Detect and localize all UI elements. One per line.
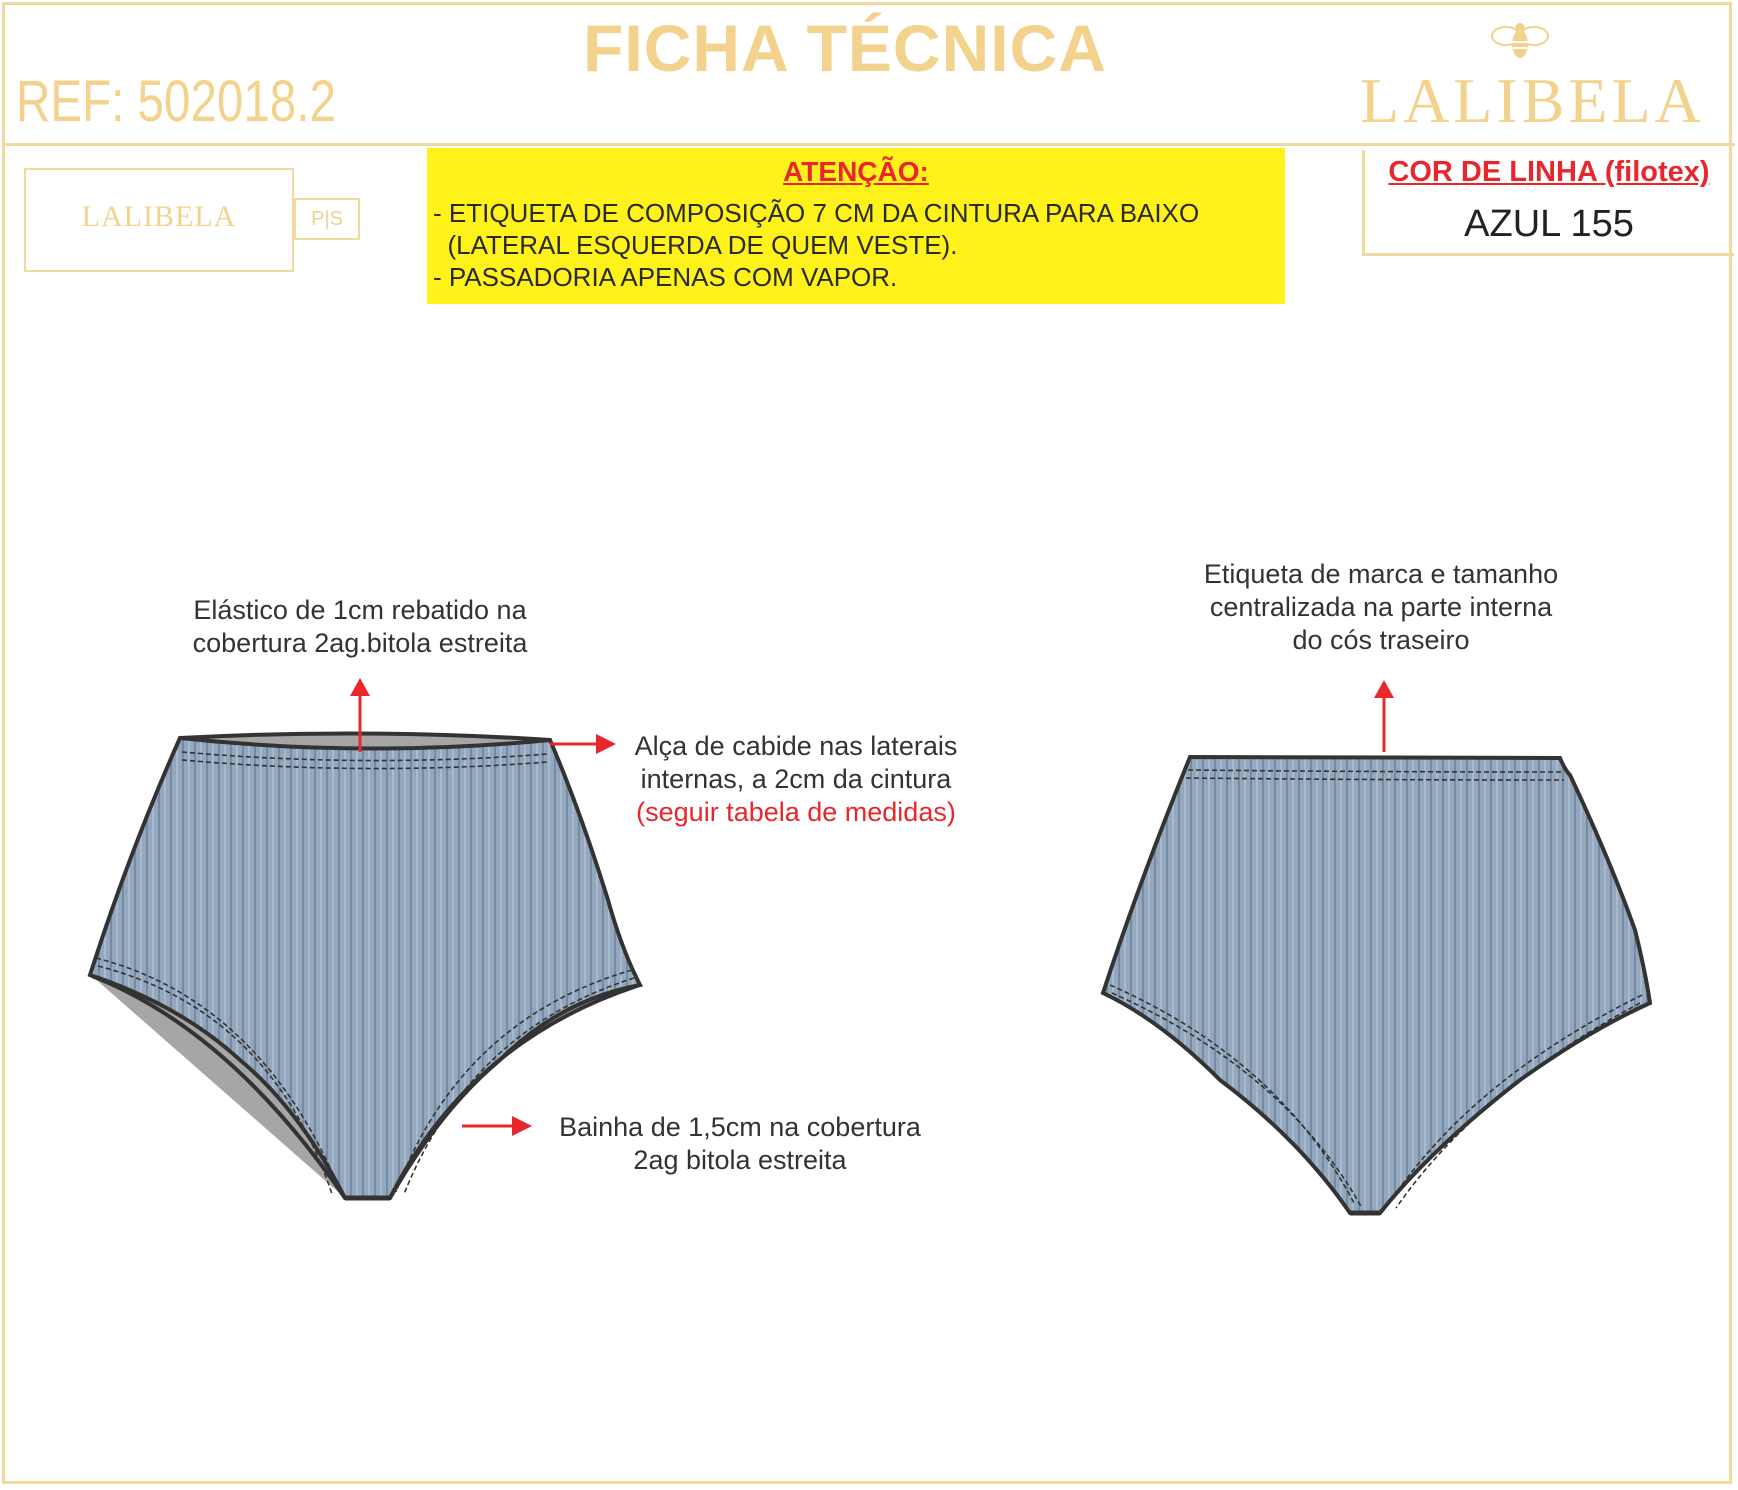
elastic-annotation (160, 594, 560, 660)
elastic-annotation-line-1: Elástico de 1cm rebatido na (193, 595, 527, 625)
brand-label-annotation-line-1: Etiqueta de marca e tamanho (1203, 559, 1559, 589)
attention-title: ATENÇÃO: (783, 156, 929, 187)
attention-line-2: (LATERAL ESQUERDA DE QUEM VESTE). (433, 230, 958, 260)
attention-line-3: - PASSADORIA APENAS COM VAPOR. (433, 262, 898, 292)
hanger-annotation-note: (seguir tabela de medidas) (636, 797, 956, 827)
hanger-annotation-line-1: Alça de cabide nas laterais (634, 731, 958, 761)
brand-logo: LALIBELA (1360, 65, 1705, 136)
brand-label-annotation-line-3: do cós traseiro (1292, 625, 1470, 655)
back-body (1103, 757, 1650, 1213)
size-tag: P|S (294, 198, 360, 240)
hanger-annotation-line-2: internas, a 2cm da cintura (640, 764, 952, 794)
hanger-annotation (616, 730, 976, 829)
sheet-title: FICHA TÉCNICA (583, 11, 1107, 85)
hem-annotation-line-1: Bainha de 1,5cm na cobertura (559, 1112, 921, 1142)
thread-color-value: AZUL 155 (1464, 203, 1634, 245)
brand-label-annotation-line-2: centralizada na parte interna (1209, 592, 1553, 622)
elastic-annotation-line-2: cobertura 2ag.bitola estreita (192, 628, 528, 658)
reference-code: REF: 502018.2 (16, 69, 336, 134)
label-brand-text: LALIBELA (81, 200, 237, 233)
thread-color-title: COR DE LINHA (filotex) (1388, 156, 1710, 188)
brand-label-arrow (1374, 680, 1394, 752)
attention-line-1: - ETIQUETA DE COMPOSIÇÃO 7 CM DA CINTURA PARA BAIXO (433, 198, 1200, 228)
brand-label-annotation (1176, 558, 1586, 657)
hem-annotation-line-2: 2ag bitola estreita (633, 1145, 847, 1175)
hem-annotation (536, 1111, 944, 1177)
hanger-arrow (550, 734, 616, 754)
back-view (1103, 757, 1650, 1213)
hem-arrow (462, 1116, 532, 1136)
